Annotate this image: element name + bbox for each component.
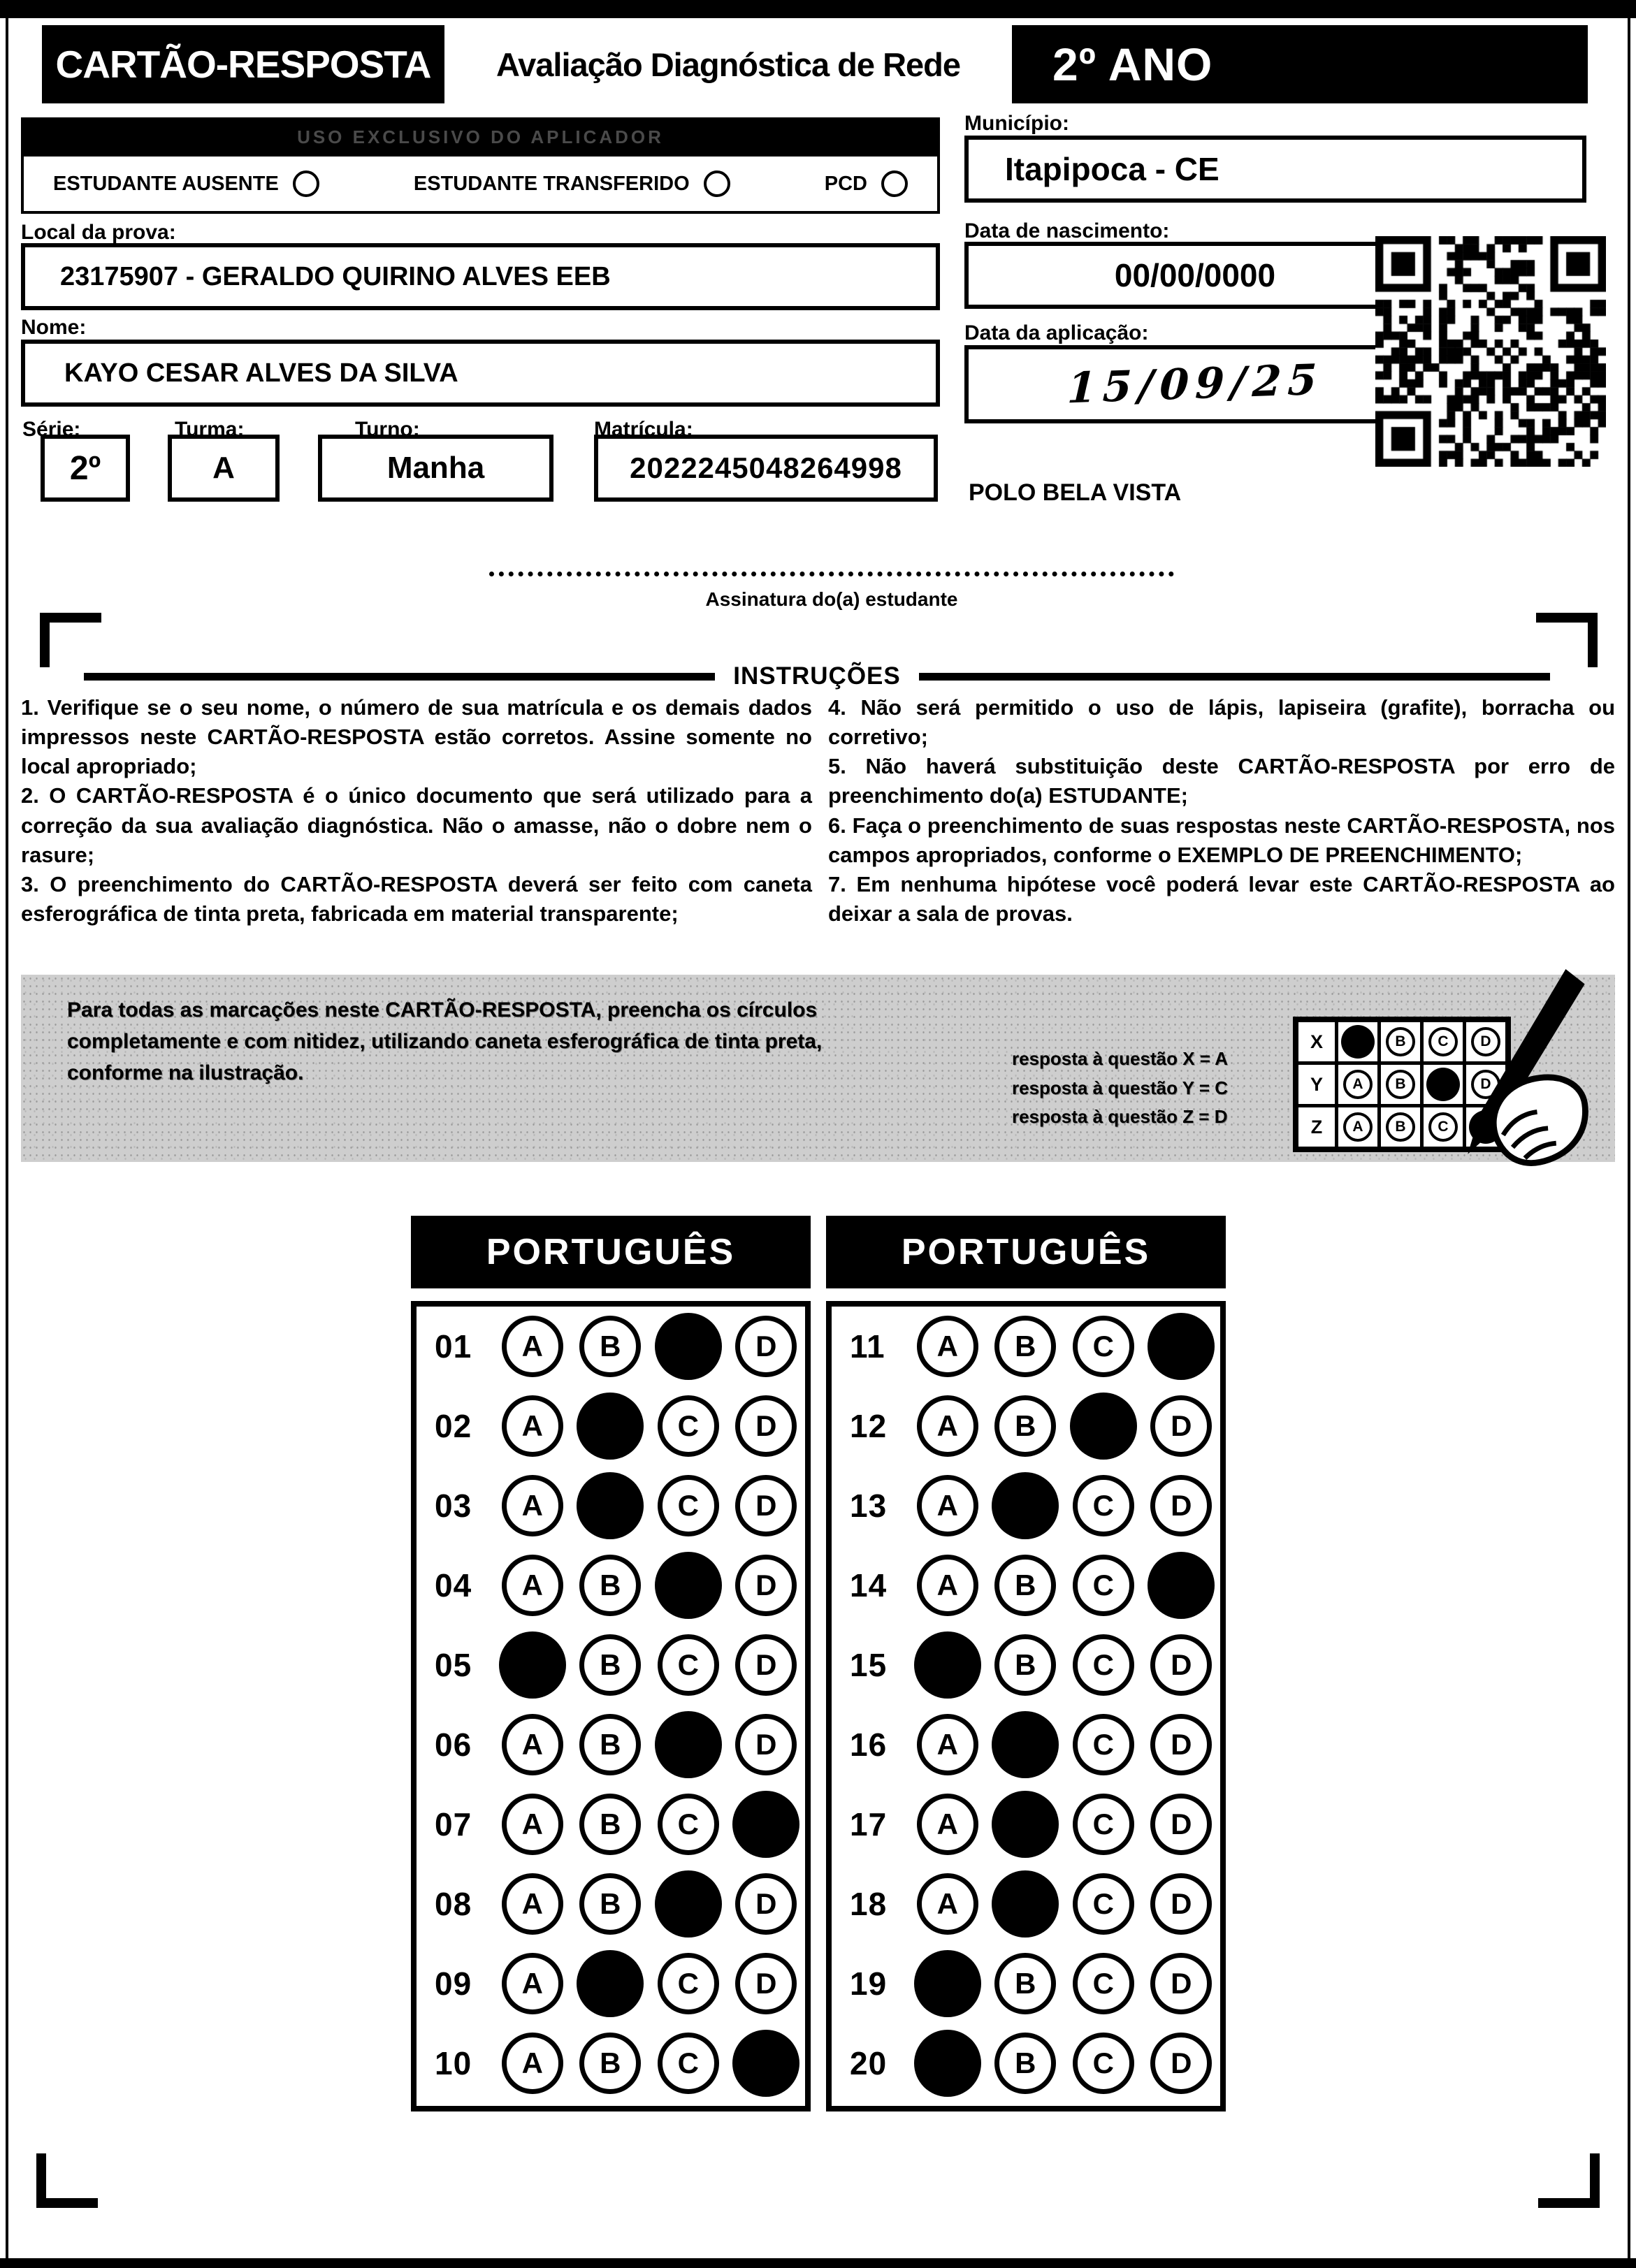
option-slot [572,1950,649,2017]
question-number: 12 [850,1408,888,1444]
answer-bubble-15-A-marked[interactable] [914,1631,981,1699]
answer-bubble-08-D[interactable]: D [735,1873,797,1935]
question-row-06 [417,1705,805,1784]
answer-bubble-13-C[interactable]: C [1073,1475,1134,1536]
answer-bubble-19-D[interactable]: D [1150,1953,1212,2014]
option-slot [1064,1393,1142,1460]
answer-bubble-13-B-marked[interactable] [992,1472,1059,1539]
option-slot [1064,1714,1142,1775]
question-row-18 [832,1864,1220,1944]
question-row-03 [417,1466,805,1546]
aplicador-bar-label: USO EXCLUSIVO DO APLICADOR [21,117,940,157]
option-slot [649,1953,727,2014]
option-slot [909,1475,986,1536]
local-da-prova-box [21,243,940,310]
answer-bubble-14-A[interactable]: A [917,1555,978,1616]
hand-pen-illustration [1408,969,1590,1173]
question-number: 03 [435,1488,472,1524]
data-nascimento-value: 00/00/0000 [1114,257,1276,293]
question-number: 14 [850,1567,888,1604]
option-slot [1143,1714,1220,1775]
option-slot [987,1472,1064,1539]
instructions-rule-left [84,673,715,681]
option-slot [987,1711,1064,1778]
option-slot [572,1472,649,1539]
option-slot [493,1794,571,1855]
option-slot [987,1555,1064,1616]
question-number: 16 [850,1727,888,1763]
question-number: 15 [850,1647,888,1683]
option-slot [727,1791,805,1858]
answer-bubble-10-C[interactable]: C [658,2033,719,2094]
answer-bubble-06-C-marked[interactable] [655,1711,722,1778]
answer-bubble-07-D-marked[interactable] [732,1791,799,1858]
option-slot [493,1714,571,1775]
question-number: 02 [435,1408,472,1444]
option-slot [909,1395,986,1457]
answer-bubble-03-D[interactable]: D [735,1475,797,1536]
question-row-02 [417,1386,805,1466]
answer-bubble-04-A[interactable]: A [502,1555,563,1616]
option-slot [572,1393,649,1460]
question-number: 05 [435,1647,472,1683]
option-slot [727,1316,805,1377]
municipio-box [964,136,1586,203]
option-slot [649,1634,727,1696]
answer-bubble-05-A-marked[interactable] [499,1631,566,1699]
registration-mark [1588,613,1598,667]
option-slot [727,1634,805,1696]
option-slot [493,1316,571,1377]
data-aplicacao-label: Data da aplicação: [964,321,1149,344]
option-slot [649,1794,727,1855]
option-slot [909,2030,986,2097]
example-bubble-Z-B: B [1386,1112,1415,1142]
answer-bubble-07-A[interactable]: A [502,1794,563,1855]
answer-bubble-16-B-marked[interactable] [992,1711,1059,1778]
answer-bubble-09-D[interactable]: D [735,1953,797,2014]
option-slot [1064,1953,1142,2014]
answer-bubble-01-B[interactable]: B [579,1316,641,1377]
answer-bubble-10-A[interactable]: A [502,2033,563,2094]
answer-grid-1 [826,1301,1226,2111]
answer-bubble-07-C[interactable]: C [658,1794,719,1855]
example-legend-line: resposta à questão Y = C [1012,1077,1229,1098]
option-slot [493,1873,571,1935]
answer-bubble-15-C[interactable]: C [1073,1634,1134,1696]
instruction-item: 3. O preenchimento do CARTÃO-RESPOSTA deverá ser feito com caneta esferográfica de tinta preta, fabricada em material transparente; [21,871,812,926]
option-slot [1064,1634,1142,1696]
option-slot [572,1634,649,1696]
instructions-right-column [828,693,1615,929]
question-row-16 [832,1705,1220,1784]
registration-mark [36,2198,98,2208]
answer-bubble-19-A-marked[interactable] [914,1950,981,2017]
option-slot [727,2030,805,2097]
instructions-rule-right [919,673,1550,681]
answer-bubble-16-C[interactable]: C [1073,1714,1134,1775]
answer-bubble-09-C[interactable]: C [658,1953,719,2014]
option-slot [493,1953,571,2014]
aplicador-option-bubble[interactable] [293,170,319,197]
answer-bubble-11-A[interactable]: A [917,1316,978,1377]
assessment-title: Avaliação Diagnóstica de Rede [444,25,1012,103]
option-slot [727,1475,805,1536]
data-nascimento-box [964,242,1426,309]
aplicador-option [825,170,908,197]
answer-bubble-08-A[interactable]: A [502,1873,563,1935]
option-slot [1143,1395,1220,1457]
option-slot [727,1555,805,1616]
option-slot [1143,1794,1220,1855]
example-bubble-Y-B: B [1386,1070,1415,1099]
local-da-prova-value: 23175907 - GERALDO QUIRINO ALVES EEB [60,261,611,291]
option-slot [1064,1316,1142,1377]
example-cell [1338,1107,1377,1147]
answer-bubble-16-D[interactable]: D [1150,1714,1212,1775]
question-row-09 [417,1944,805,2023]
answer-bubble-12-D[interactable]: D [1150,1395,1212,1457]
answer-bubble-04-B[interactable]: B [579,1555,641,1616]
option-slot [909,1555,986,1616]
data-aplicacao-handwritten-value: 15/09/25 [1066,355,1324,414]
answer-bubble-15-D[interactable]: D [1150,1634,1212,1696]
question-row-15 [832,1625,1220,1705]
question-row-20 [832,2023,1220,2103]
local-da-prova-label: Local da prova: [21,221,176,244]
answer-bubble-13-D[interactable]: D [1150,1475,1212,1536]
municipio-label: Município: [964,112,1069,135]
matricula-label: Matrícula: [594,418,693,441]
question-row-08 [417,1864,805,1944]
answer-bubble-17-C[interactable]: C [1073,1794,1134,1855]
turma-value: A [212,451,235,485]
aplicador-options [21,157,940,214]
option-slot [987,1634,1064,1696]
answer-bubble-03-A[interactable]: A [502,1475,563,1536]
answer-bubble-16-A[interactable]: A [917,1714,978,1775]
option-slot [1064,1794,1142,1855]
answer-bubble-18-A[interactable]: A [917,1873,978,1935]
instruction-item: 4. Não será permitido o uso de lápis, lapiseira (grafite), borracha ou corretivo; [828,695,1615,750]
answer-bubble-20-A-marked[interactable] [914,2030,981,2097]
instruction-item: 6. Faça o preenchimento de suas respostas neste CARTÃO-RESPOSTA, nos campos apropriados, conforme o EXEMPLO DE PREENCHIMENTO; [828,813,1615,867]
question-row-13 [832,1466,1220,1546]
answer-bubble-02-C[interactable]: C [658,1395,719,1457]
example-bubble-X-B: B [1386,1027,1415,1056]
answer-bubble-14-D-marked[interactable] [1148,1552,1215,1619]
turno-label: Turno: [355,418,420,441]
answer-bubble-15-B[interactable]: B [994,1634,1056,1696]
answer-bubble-07-B[interactable]: B [579,1794,641,1855]
option-slot [909,1950,986,2017]
signature-label: Assinatura do(a) estudante [705,588,958,610]
option-slot [493,1555,571,1616]
turno-box [318,435,553,502]
option-slot [493,1631,571,1699]
option-slot [572,1794,649,1855]
turma-box [168,435,280,502]
example-legend-line: resposta à questão X = A [1012,1048,1228,1069]
right-border [1628,14,1630,2261]
instruction-item: 1. Verifique se o seu nome, o número de sua matrícula e os demais dados impressos neste CARTÃO-RESPOSTA estão corretos. Assine somente no local apropriado; [21,695,812,779]
grade-label: 2º ANO [1052,38,1213,90]
question-number: 13 [850,1488,888,1524]
question-row-07 [417,1784,805,1864]
example-bubble-Y-D: D [1471,1070,1500,1099]
aplicador-option-bubble[interactable] [704,170,730,197]
question-row-04 [417,1546,805,1625]
option-slot [649,1313,727,1380]
option-slot [649,2033,727,2094]
option-slot [727,1395,805,1457]
answer-bubble-03-C[interactable]: C [658,1475,719,1536]
qr-code [1375,236,1606,467]
answer-bubble-18-B-marked[interactable] [992,1870,1059,1938]
example-bubble-Z-C: C [1428,1112,1458,1142]
answer-bubble-08-C-marked[interactable] [655,1870,722,1938]
question-number: 20 [850,2045,888,2081]
answer-bubble-06-D[interactable]: D [735,1714,797,1775]
matricula-box [594,435,938,502]
option-slot [909,1873,986,1935]
answer-bubble-20-D[interactable]: D [1150,2033,1212,2094]
registration-mark [40,613,50,667]
answer-bubble-10-D-marked[interactable] [732,2030,799,2097]
option-slot [572,2033,649,2094]
option-slot [1143,1552,1220,1619]
section-title-portugues-1: PORTUGUÊS [411,1216,811,1288]
aplicador-section [21,117,940,214]
option-slot [987,1791,1064,1858]
option-slot [1143,1313,1220,1380]
nome-value: KAYO CESAR ALVES DA SILVA [64,358,458,388]
answer-bubble-14-C[interactable]: C [1073,1555,1134,1616]
option-slot [572,1714,649,1775]
turma-label: Turma: [175,418,245,441]
option-slot [987,2033,1064,2094]
data-nascimento-label: Data de nascimento: [964,219,1170,242]
data-aplicacao-box [964,345,1426,423]
example-bubble-Y-A: A [1343,1070,1373,1099]
question-row-19 [832,1944,1220,2023]
answer-bubble-11-D-marked[interactable] [1148,1313,1215,1380]
matricula-value: 2022245048264998 [630,451,902,484]
answer-bubble-01-A[interactable]: A [502,1316,563,1377]
aplicador-option-bubble[interactable] [881,170,908,197]
example-cell [1338,1022,1377,1061]
answer-bubble-02-A[interactable]: A [502,1395,563,1457]
answer-bubble-20-C[interactable]: C [1073,2033,1134,2094]
option-slot [493,1475,571,1536]
question-number: 06 [435,1727,472,1763]
signature-dotted-line [489,572,1174,576]
option-slot [493,1395,571,1457]
option-slot [909,1714,986,1775]
answer-bubble-06-A[interactable]: A [502,1714,563,1775]
answer-bubble-10-B[interactable]: B [579,2033,641,2094]
answer-bubble-18-D[interactable]: D [1150,1873,1212,1935]
option-slot [572,1316,649,1377]
example-row-label: Z [1298,1107,1335,1147]
instruction-item: 2. O CARTÃO-RESPOSTA é o único documento que será utilizado para a correção da sua avaliação diagnóstica. Não o amasse, não o dobre nem o rasure; [21,783,812,867]
question-number: 11 [850,1328,885,1365]
instructions-left-column [21,693,812,929]
answer-bubble-18-C[interactable]: C [1073,1873,1134,1935]
example-band [21,975,1615,1162]
answer-bubble-09-A[interactable]: A [502,1953,563,2014]
answer-bubble-06-B[interactable]: B [579,1714,641,1775]
instructions-title: INSTRUÇÕES [733,662,901,690]
example-bubble-X-D: D [1471,1027,1500,1056]
option-slot [1143,1475,1220,1536]
answer-bubble-04-C-marked[interactable] [655,1552,722,1619]
option-slot [1064,1873,1142,1935]
option-slot [1143,1873,1220,1935]
question-number: 07 [435,1806,472,1842]
question-row-14 [832,1546,1220,1625]
instructions-header [84,662,1550,690]
header [42,25,1588,103]
example-note: Para todas as marcações neste CARTÃO-RESPOSTA, preencha os círculos completamente e com nitidez, utilizando caneta esferográfica de tinta preta, conforme na ilustração. [67,998,823,1084]
answer-bubble-01-C-marked[interactable] [655,1313,722,1380]
example-row-label: Y [1298,1065,1335,1104]
answer-bubble-13-A[interactable]: A [917,1475,978,1536]
example-legend [1012,1045,1228,1132]
option-slot [1143,1634,1220,1696]
example-row-label: X [1298,1022,1335,1061]
answer-bubble-05-C[interactable]: C [658,1634,719,1696]
answer-bubble-02-D[interactable]: D [735,1395,797,1457]
aplicador-option [53,170,319,197]
answer-bubble-14-B[interactable]: B [994,1555,1056,1616]
example-bubble-X-C: C [1428,1027,1458,1056]
question-number: 09 [435,1965,472,2002]
registration-mark [1538,2198,1600,2208]
option-slot [909,1794,986,1855]
answer-bubble-03-B-marked[interactable] [577,1472,644,1539]
answer-grid-0 [411,1301,811,2111]
serie-value: 2º [69,449,101,487]
example-legend-line: resposta à questão Z = D [1012,1106,1228,1128]
section-title-portugues-2: PORTUGUÊS [826,1216,1226,1288]
serie-label: Série: [22,418,81,441]
option-slot [649,1552,727,1619]
question-row-17 [832,1784,1220,1864]
top-border-bar [0,0,1636,18]
example-bubble-X-A [1341,1025,1375,1059]
option-slot [1064,2033,1142,2094]
question-number: 08 [435,1886,472,1922]
option-slot [493,2033,571,2094]
option-slot [1143,1953,1220,2014]
turno-value: Manha [386,451,485,485]
option-slot [572,1555,649,1616]
answer-bubble-19-B[interactable]: B [994,1953,1056,2014]
option-slot [1064,1555,1142,1616]
option-slot [987,1953,1064,2014]
question-row-11 [832,1307,1220,1386]
question-row-01 [417,1307,805,1386]
option-slot [909,1631,986,1699]
question-row-12 [832,1386,1220,1466]
option-slot [572,1873,649,1935]
answer-bubble-11-C[interactable]: C [1073,1316,1134,1377]
aplicador-option-label: ESTUDANTE TRANSFERIDO [413,172,690,195]
question-number: 17 [850,1806,888,1842]
answer-bubble-17-D[interactable]: D [1150,1794,1212,1855]
aplicador-option-label: PCD [824,172,867,195]
aplicador-option-label: ESTUDANTE AUSENTE [53,172,279,195]
question-number: 04 [435,1567,472,1604]
option-slot [1143,2033,1220,2094]
answer-bubble-02-B-marked[interactable] [577,1393,644,1460]
answer-bubble-20-B[interactable]: B [994,2033,1056,2094]
answer-bubble-12-C-marked[interactable] [1070,1393,1137,1460]
polo-label: POLO BELA VISTA [969,479,1182,506]
option-slot [909,1316,986,1377]
question-row-10 [417,2023,805,2103]
nome-label: Nome: [21,316,87,339]
option-slot [1064,1475,1142,1536]
aplicador-option [414,170,730,197]
option-slot [987,1395,1064,1457]
option-slot [727,1953,805,2014]
answer-bubble-08-B[interactable]: B [579,1873,641,1935]
nome-box [21,340,940,407]
bottom-border-bar [0,2258,1636,2268]
serie-box [41,435,130,502]
answer-bubble-04-D[interactable]: D [735,1555,797,1616]
answer-bubble-17-B-marked[interactable] [992,1791,1059,1858]
example-bubble-Z-A: A [1343,1112,1373,1142]
left-border [6,14,8,2261]
option-slot [727,1873,805,1935]
question-row-05 [417,1625,805,1705]
answer-bubble-09-B-marked[interactable] [577,1950,644,2017]
question-number: 19 [850,1965,888,2002]
instruction-item: 7. Em nenhuma hipótese você poderá levar este CARTÃO-RESPOSTA ao deixar a sala de provas. [828,871,1615,926]
instruction-item: 5. Não haverá substituição deste CARTÃO-RESPOSTA por erro de preenchimento do(a) ESTUDANTE; [828,754,1615,808]
option-slot [649,1711,727,1778]
question-number: 01 [435,1328,472,1365]
answer-bubble-12-B[interactable]: B [994,1395,1056,1457]
card-title: CARTÃO-RESPOSTA [55,43,431,86]
question-number: 10 [435,2045,472,2081]
option-slot [649,1870,727,1938]
municipio-value: Itapipoca - CE [1005,151,1219,187]
option-slot [987,1316,1064,1377]
option-slot [987,1870,1064,1938]
option-slot [649,1395,727,1457]
option-slot [649,1475,727,1536]
answer-bubble-05-D[interactable]: D [735,1634,797,1696]
question-number: 18 [850,1886,888,1922]
answer-bubble-12-A[interactable]: A [917,1395,978,1457]
answer-bubble-19-C[interactable]: C [1073,1953,1134,2014]
example-cell [1338,1065,1377,1104]
answer-bubble-11-B[interactable]: B [994,1316,1056,1377]
answer-bubble-01-D[interactable]: D [735,1316,797,1377]
answer-bubble-17-A[interactable]: A [917,1794,978,1855]
option-slot [727,1714,805,1775]
answer-bubble-05-B[interactable]: B [579,1634,641,1696]
